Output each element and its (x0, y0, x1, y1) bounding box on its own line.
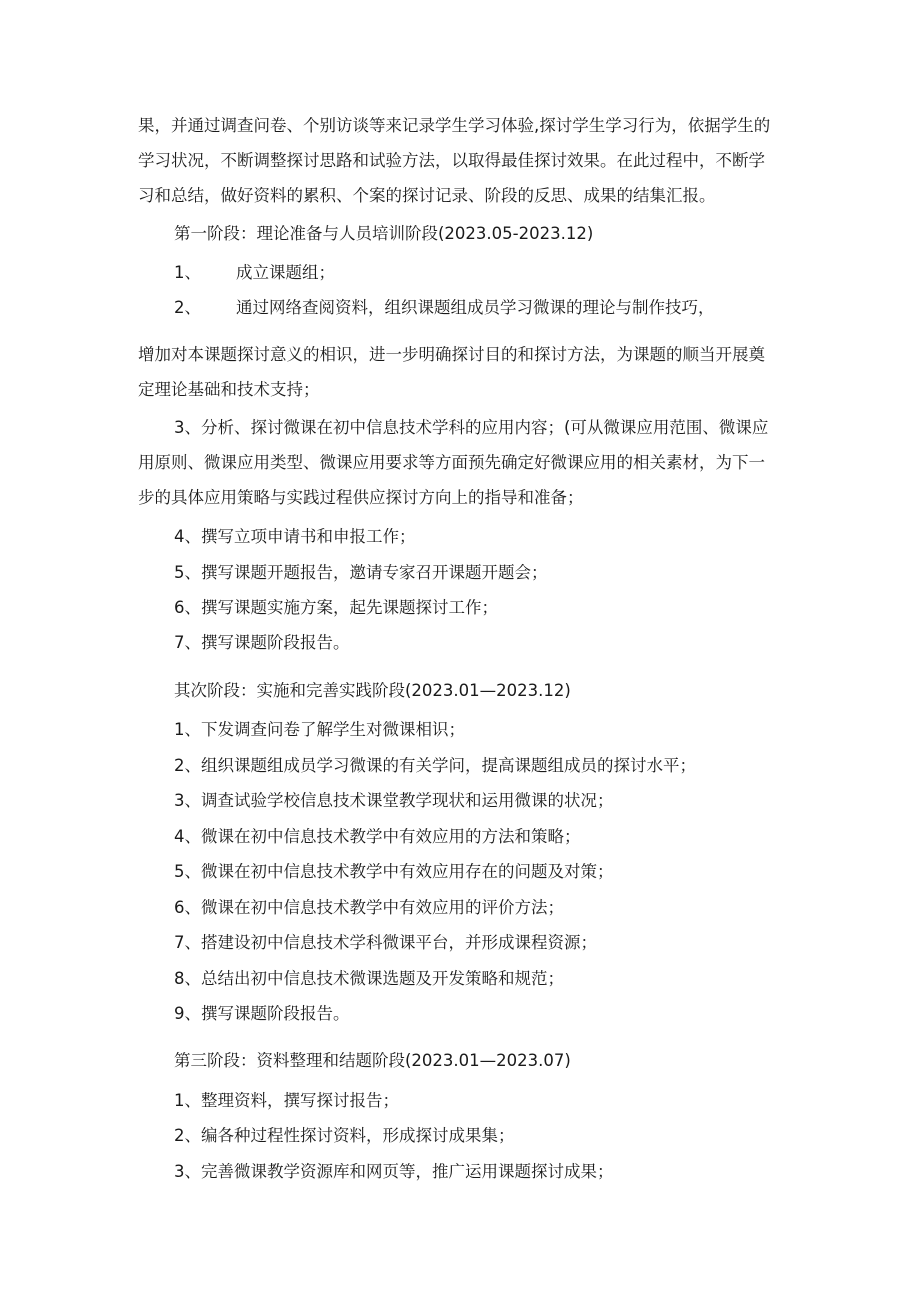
stage2-item-4: 4、微课在初中信息技术教学中有效应用的方法和策略； (174, 827, 581, 846)
stage1-item-3-line-2: 用原则、微课应用类型、微课应用要求等方面预先确定好微课应用的相关素材，为下一 (138, 453, 765, 472)
stage1-item-4: 4、撰写立项申请书和申报工作； (174, 527, 416, 546)
stage2-item-2: 2、组织课题组成员学习微课的有关学问，提高课题组成员的探讨水平； (174, 756, 696, 775)
stage2-item-8: 8、总结出初中信息技术微课选题及开发策略和规范； (174, 969, 564, 988)
stage2-item-5: 5、微课在初中信息技术教学中有效应用存在的问题及对策； (174, 862, 614, 881)
stage2-item-1: 1、下发调查问卷了解学生对微课相识； (174, 720, 465, 739)
list-text: 通过网络查阅资料，组织课题组成员学习微课的理论与制作技巧， (236, 298, 715, 317)
stage1-heading: 第一阶段：理论准备与人员培训阶段(2023.05-2023.12) (174, 224, 594, 243)
stage1-item-2 (174, 296, 715, 320)
list-number: 2、 (174, 298, 201, 317)
intro-line-1: 果，并通过调查问卷、个别访谈等来记录学生学习体验,探讨学生学习行为，依据学生的 (138, 116, 771, 135)
list-text: 成立课题组； (236, 263, 335, 282)
stage3-heading: 第三阶段：资料整理和结题阶段(2023.01—2023.07) (174, 1051, 571, 1070)
stage2-item-6: 6、微课在初中信息技术教学中有效应用的评价方法； (174, 898, 564, 917)
stage3-item-3: 3、完善微课教学资源库和网页等，推广运用课题探讨成果； (174, 1162, 614, 1181)
stage3-item-2: 2、编各种过程性探讨资料，形成探讨成果集； (174, 1126, 515, 1145)
stage1-continuation-line-2: 定理论基础和技术支持； (138, 380, 320, 399)
stage1-item-1 (174, 261, 335, 285)
intro-line-2: 学习状况，不断调整探讨思路和试验方法，以取得最佳探讨效果。在此过程中，不断学 (138, 151, 765, 170)
stage2-item-7: 7、搭建设初中信息技术学科微课平台，并形成课程资源； (174, 933, 597, 952)
stage1-item-6: 6、撰写课题实施方案，起先课题探讨工作； (174, 598, 498, 617)
stage2-heading: 其次阶段：实施和完善实践阶段(2023.01—2023.12) (174, 681, 571, 700)
list-number: 1、 (174, 263, 201, 282)
intro-line-3: 习和总结，做好资料的累积、个案的探讨记录、阶段的反思、成果的结集汇报。 (138, 186, 716, 205)
stage1-continuation-line-1: 增加对本课题探讨意义的相识，进一步明确探讨目的和探讨方法，为课题的顺当开展奠 (138, 345, 765, 364)
stage1-item-7: 7、撰写课题阶段报告。 (174, 633, 350, 652)
stage1-item-5: 5、撰写课题开题报告，邀请专家召开课题开题会； (174, 563, 548, 582)
stage1-item-3-line-1: 3、分析、探讨微课在初中信息技术学科的应用内容；(可从微课应用范围、微课应 (174, 418, 769, 437)
stage2-item-9: 9、撰写课题阶段报告。 (174, 1004, 350, 1023)
stage2-item-3: 3、调查试验学校信息技术课堂教学现状和运用微课的状况； (174, 791, 614, 810)
stage3-item-1: 1、整理资料，撰写探讨报告； (174, 1091, 399, 1110)
stage1-item-3-line-3: 步的具体应用策略与实践过程供应探讨方向上的指导和准备； (138, 488, 584, 507)
